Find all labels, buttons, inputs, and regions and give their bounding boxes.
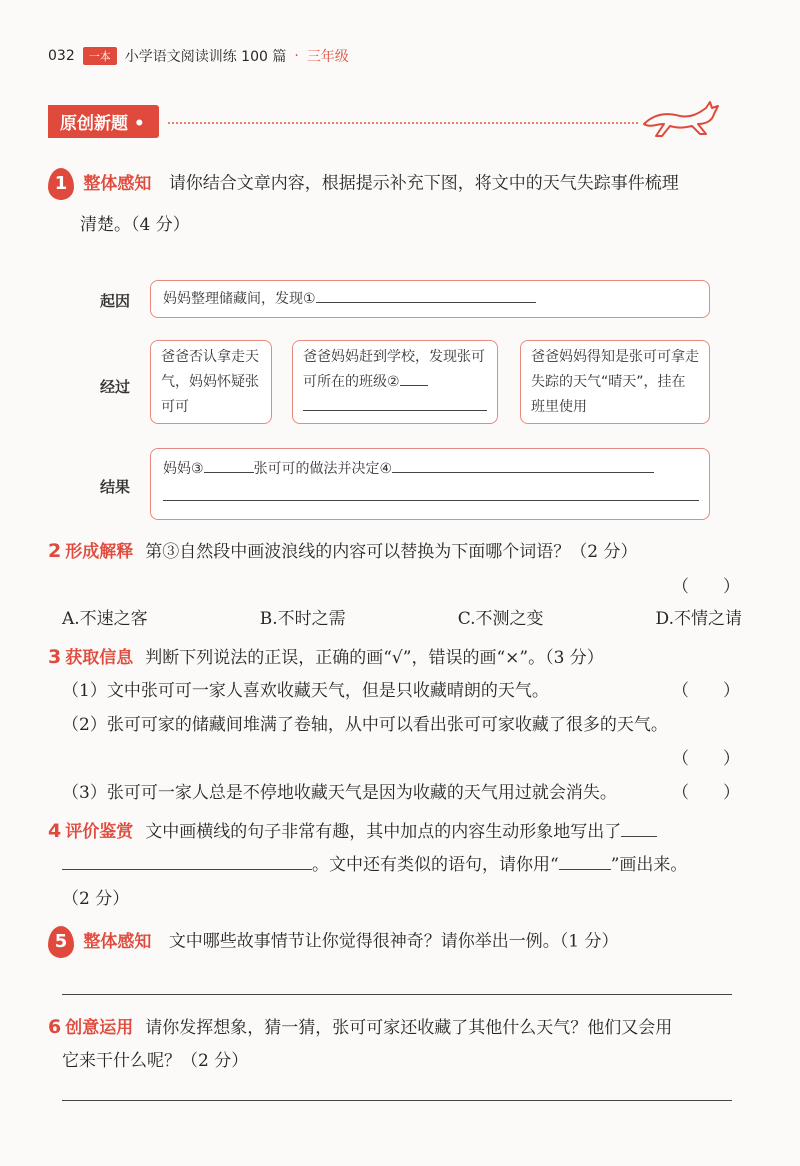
label-cause: 起因 [100, 292, 131, 310]
question-text: 第③自然段中画波浪线的内容可以替换为下面哪个词语？（2 分） [145, 542, 638, 562]
option-b: B.不时之需 [259, 609, 346, 629]
question-1 [48, 168, 758, 200]
statement-2: （2）张可可家的储藏间堆满了卷轴，从中可以看出张可可家收藏了很多的天气。 [62, 715, 668, 735]
question-6-cont: 它来干什么呢？（2 分） [62, 1051, 249, 1071]
option-d: D.不情之请 [655, 609, 742, 629]
result-box: 妈妈③ 张可可的做法并决定④ [150, 448, 710, 520]
question-6: 6 创意运用 请你发挥想象，猜一猜，张可可家还收藏了其他什么天气？他们又会用 [48, 1016, 673, 1038]
question-1-cont: 清楚。（4 分） [80, 215, 190, 235]
book-logo: 一本 [83, 47, 117, 65]
answer-blank-2b[interactable] [303, 410, 487, 411]
answer-line-5[interactable] [62, 994, 732, 995]
answer-blank-4b[interactable] [163, 500, 699, 501]
question-text: 文中画横线的句子非常有趣，其中加点的内容生动形象地写出了 [145, 822, 622, 842]
cause-box: 妈妈整理储藏间，发现① [150, 280, 710, 318]
question-4: 4 评价鉴赏 文中画横线的句子非常有趣，其中加点的内容生动形象地写出了 [48, 816, 768, 847]
process-box-1: 爸爸否认拿走天气，妈妈怀疑张可可 [150, 340, 272, 424]
grade-label: 三年级 [306, 49, 349, 65]
statement-3: （3）张可可一家人总是不停地收藏天气是因为收藏的天气用过就会消失。 [62, 783, 617, 803]
answer-line-6[interactable] [62, 1100, 732, 1101]
statement-1: （1）文中张可可一家人喜欢收藏天气，但是只收藏晴朗的天气。 [62, 681, 549, 701]
question-tag: 形成解释 [65, 542, 134, 562]
options-row [62, 604, 742, 634]
question-3: 3 获取信息 判断下列说法的正误，正确的画“√”，错误的画“×”。（3 分） [48, 646, 604, 668]
option-a: A.不速之客 [62, 609, 148, 629]
answer-paren-3-2[interactable]: （ ） [672, 749, 740, 769]
running-cat-icon [640, 98, 722, 140]
question-text: 文中哪些故事情节让你觉得很神奇？请你举出一例。（1 分） [168, 931, 619, 952]
answer-blank-4-3[interactable] [559, 869, 611, 870]
answer-blank-4[interactable] [392, 472, 654, 473]
question-text: 请你发挥想象，猜一猜，张可可家还收藏了其他什么天气？他们又会用 [145, 1018, 673, 1038]
answer-blank-1[interactable] [316, 302, 536, 303]
dotted-divider [168, 122, 638, 124]
question-5 [48, 926, 768, 958]
section-title: 原创新题 • [48, 105, 159, 138]
process-box-3: 爸爸妈妈得知是张可可拿走失踪的天气“晴天”，挂在班里使用 [520, 340, 710, 424]
question-tag: 获取信息 [65, 648, 134, 668]
question-tag: 整体感知 [83, 931, 152, 952]
page-header [48, 46, 349, 66]
question-tag: 评价鉴赏 [65, 822, 134, 842]
header-dot: · [294, 48, 299, 64]
flame-number-icon: 5 [48, 926, 74, 958]
option-c: C.不测之变 [457, 609, 544, 629]
process-box-2: 爸爸妈妈赶到学校，发现张可可所在的班级② [292, 340, 498, 424]
page-number: 032 [48, 48, 75, 64]
answer-paren-2[interactable]: （ ） [672, 577, 740, 597]
flame-number-icon: 1 [48, 168, 74, 200]
question-text: 判断下列说法的正误，正确的画“√”，错误的画“×”。（3 分） [145, 648, 604, 668]
question-tag: 创意运用 [65, 1018, 134, 1038]
answer-paren-3-1[interactable]: （ ） [672, 681, 740, 701]
question-text: 请你结合文章内容，根据提示补充下图，将文中的天气失踪事件梳理 [168, 173, 679, 194]
answer-blank-2[interactable] [400, 385, 428, 386]
answer-blank-3[interactable] [204, 472, 254, 473]
answer-paren-3-3[interactable]: （ ） [672, 783, 740, 803]
question-4-score: （2 分） [62, 889, 130, 909]
answer-blank-4-1[interactable] [621, 836, 657, 837]
book-title: 小学语文阅读训练 100 篇 [124, 49, 287, 65]
question-2: 2 形成解释 第③自然段中画波浪线的内容可以替换为下面哪个词语？（2 分） [48, 540, 638, 562]
question-4-cont: 。文中还有类似的语句，请你用“ ”画出来。 [62, 850, 782, 880]
label-process: 经过 [100, 378, 131, 396]
label-result: 结果 [100, 478, 131, 496]
answer-blank-4-2[interactable] [62, 869, 312, 870]
question-tag: 整体感知 [83, 173, 152, 194]
